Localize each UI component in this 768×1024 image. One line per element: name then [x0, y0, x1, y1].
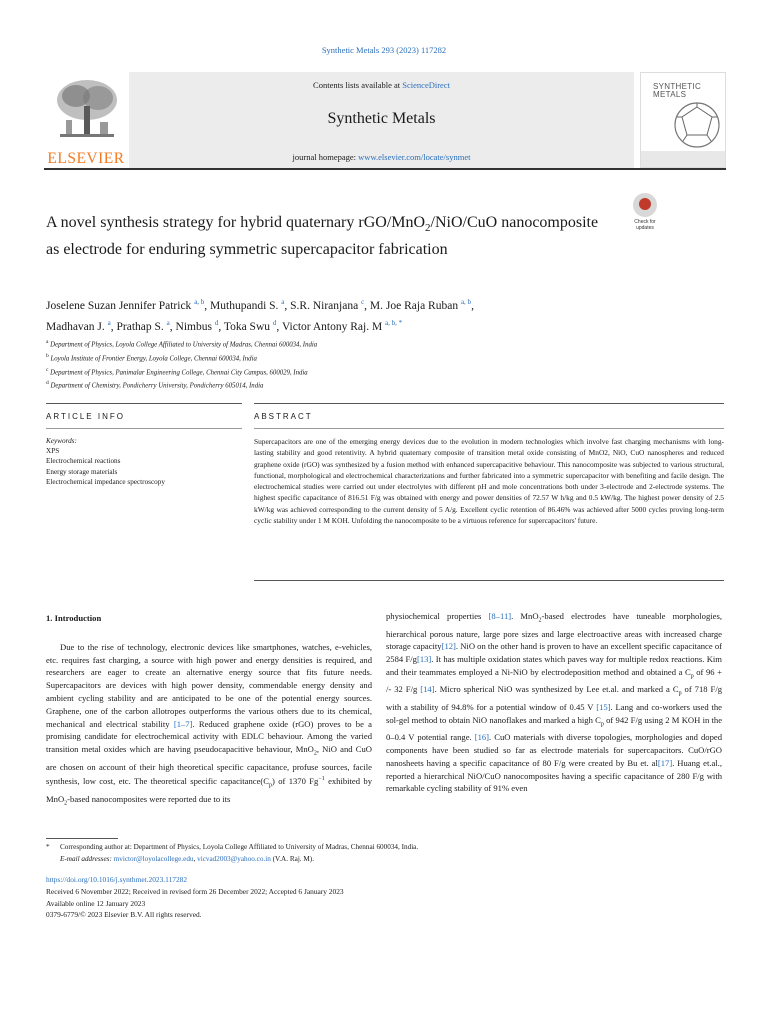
article-history	[46, 874, 706, 921]
author[interactable]: Toka Swu $^d$	[223, 318, 277, 333]
author[interactable]: Victor Antony Raj. M $^{a, b, *}$	[281, 318, 403, 333]
doi-link[interactable]: https://doi.org/10.1016/j.synthmet.2023.117282	[46, 875, 188, 884]
keyword-item: Electrochemical impedance spectroscopy	[46, 477, 165, 486]
article-info-heading: ARTICLE INFO	[46, 412, 125, 421]
divider	[46, 403, 242, 404]
author-list: Joselene Suzan Jennifer Patrick $^{a, b}$, Muthupandi S. $^a$, S.R. Niranjana $^c$, M. Joe Raja Ruban $^{a, b}$, Madhavan J. $^a$, Prathap S. $^a$, Nimbus $^d$, Toka Swu $^d$, Victor Antony Raj. M $^{a, b, *}$	[46, 298, 474, 333]
copyright: 0379-6779/© 2023 Elsevier B.V. All rights reserved.	[46, 910, 202, 920]
elsevier-tree-icon	[54, 76, 120, 140]
divider	[254, 403, 724, 404]
journal-title: Synthetic Metals	[327, 110, 436, 127]
check-for-updates-button[interactable]	[627, 191, 663, 235]
affiliations	[46, 337, 706, 392]
author[interactable]: Prathap S. $^a$	[116, 318, 170, 333]
author[interactable]: M. Joe Raja Ruban $^{a, b}$	[369, 298, 472, 312]
online-date: Available online 12 January 2023	[46, 898, 146, 908]
citation-link[interactable]: [1–7]	[173, 718, 193, 729]
affiliation-item: $^b$ Loyola Institute of Frontier Energy, Loyola College, Chennai 600034, India	[46, 352, 257, 363]
keywords-label: Keywords:	[46, 437, 77, 445]
publisher-name: ELSEVIER	[47, 150, 125, 167]
homepage-link[interactable]: www.elsevier.com/locate/synmet	[358, 152, 471, 162]
intro-paragraph: physiochemical properties [8–11]. MnO$_2$-based electrodes have tuneable morphologies, hierarchical porous nature, large pore sizes and large electroactive areas with increased charge storage capacity[12]. NiO on the other hand is proven to have an excellent specific capacitance of 2584 F/g[13]. It has multiple oxidation states which paves way for multiple redox reactions. Kim and their teammates employed a Ni-NiO by electrodeposition method and obtained a $C_p$ of 96 + /- 32 F/g [14]. Micro spherical NiO was synthesized by Lee et.al. and marked a $C_p$ of 718 F/g with a stability of 94.8% for a potential window of 0.45 V [15]. Lang and co-workers used the sol-gel method to obtain NiO nanoflakes and marked a high $C_p$ of 942 F/g using 2 M KOH in the 0–0.4 V potential range. [16]. CuO materials with diverse topologies, morphologies and doped components have been studied so far as electrode materials for supercapacitors. CuO/rGO nanosheets having a specific capacitance of 80 F/g were created by Bu et. al[17]. Huang et.al., reported a hierarchical NiO/CuO nanocomposites having a specific capacitance of 280 F/g with remarkable cycling stability of 91% even	[386, 611, 723, 794]
affiliation-item: $^c$ Department of Physics, Panimalar Engineering College, Chennai City Campus, 600029, India	[46, 366, 308, 376]
email-line: E-mail addresses: mvictor@loyolacollege.edu, vicvad2003@yahoo.co.in (V.A. Raj. M).	[60, 854, 314, 863]
intro-right-column	[386, 610, 722, 795]
contents-line	[129, 80, 634, 90]
divider	[254, 580, 724, 581]
citation-link[interactable]: [8–11]	[488, 611, 512, 621]
keyword-item: Electrochemical reactions	[46, 457, 121, 466]
citation-link[interactable]: [12]	[441, 641, 456, 652]
cover-band	[641, 151, 725, 167]
citation-link[interactable]: [17]	[657, 757, 673, 768]
divider	[254, 428, 724, 429]
email-link[interactable]: mvictor@loyolacollege.edu	[113, 854, 194, 863]
author[interactable]: Joselene Suzan Jennifer Patrick $^{a, b}$	[46, 298, 205, 312]
check-updates-label: Check for updates	[634, 219, 656, 231]
affiliation-item: $^a$ Department of Physics, Loyola College Affiliated to University of Madras, Chennai 600034, India	[46, 339, 318, 349]
homepage-line	[129, 152, 634, 162]
author[interactable]: Muthupandi S. $^a$	[210, 298, 285, 312]
elsevier-logo[interactable]	[44, 72, 124, 168]
corresponding-line: * Corresponding author at: Department of Physics, Loyola College Affiliated to University of Madras, Chennai 600034, India.	[46, 843, 419, 851]
author[interactable]: Nimbus $^d$	[175, 318, 219, 333]
abstract-heading: ABSTRACT	[254, 412, 313, 421]
homepage-prefix: journal homepage:	[292, 152, 357, 162]
journal-cover-thumbnail[interactable]	[640, 72, 726, 168]
author[interactable]: Madhavan J. $^a$	[46, 318, 111, 333]
keywords-block	[46, 436, 246, 487]
citation-link[interactable]: [14]	[420, 684, 435, 695]
keyword-item: XPS	[46, 447, 60, 456]
check-updates-icon	[633, 193, 657, 217]
citation-link[interactable]: [16]	[474, 732, 490, 743]
corresponding-author-footnote	[46, 842, 706, 865]
intro-left-column	[46, 612, 372, 810]
citation-link[interactable]: [15]	[596, 701, 611, 712]
journal-banner	[129, 72, 634, 168]
author[interactable]: S.R. Niranjana $^c$	[290, 298, 365, 312]
divider	[46, 428, 242, 429]
intro-paragraph: Due to the rise of technology, electronic devices like smartphones, watches, e-vehicles, etc. requires fast charging, a source with high power and energy densities is required, and researchers are eager to create an alternative energy source that fits future needs. Supercapacitors are devices with high power density, commendable energy density and ambient cycling stability and are anticipated to be one of the potential energy sources. Graphene, one of the carbon allotropes outperforms the various others due to its chemical, mechanical and electrical stability [1–7]. Reduced graphene oxide (rGO) proves to be a promising candidate for electrochemical activity with EDLC behaviour. Among the varied transition metal oxides which are having pseudocapacitive behaviour, MnO$_2$, NiO and CuO are chosen on account of their high theoretical specific capacitance, profuse sources, facile synthesis, low cost, etc. The theoretical specific $capacitance(C_p)$ of 1370 $Fg^{-1}$ exhibited by MnO$_2$-based nanocomposites were reported due to its	[46, 641, 372, 807]
contents-prefix: Contents lists available at	[313, 80, 401, 90]
section-heading: 1. Introduction	[46, 613, 102, 623]
sciencedirect-link[interactable]: ScienceDirect	[402, 80, 450, 90]
keyword-item: Energy storage materials	[46, 467, 118, 476]
cover-title: SYNTHETIC METALS	[653, 82, 702, 99]
citation-link[interactable]: [13]	[416, 654, 432, 665]
abstract-text: Supercapacitors are one of the emerging energy devices due to the evolution in modern technologies which involve fast charging mechanisms with long-lasting stability and good retentivity. A hybrid quaternary composite of transition metal oxide consisting of MnO2, NiO, CuO nanospheres and reduced graphene oxide (rGO) was synthesized by a fusion method with enhanced supercapacitive behaviour. This nanocomposite was subjected to various structural, functional, morphological and electrochemical characterizations and further fabricated into a symmetric supercapacitor with benefiting and facile design. The electrochemical studies were carried out under electrolytes with different pH and mole concentrations both under 3-electrode and 2-electrode systems. The highest specific capacitance of 816.51 F/g was obtained with energy and power densities of 72.57 W h/kg and 0.5 kW/kg. The highest power density of 2.5 kW/kg was achieved corresponding to the current density of 5 A/g. Excellent cyclic retention of 86.46% was achieved after 5000 cycles proving long-term cyclic stability under 1 M KOH. Unfolding the nanocomposite to be a virtuous reference for supercapacitors' future.	[254, 437, 724, 526]
journal-reference-link[interactable]: Synthetic Metals 293 (2023) 117282	[321, 45, 447, 55]
email-link[interactable]: vicvad2003@yahoo.co.in	[197, 854, 271, 863]
affiliation-item: $^d$ Department of Chemistry, Pondicherry University, Pondicherry 605014, India	[46, 380, 264, 390]
footnote-divider	[46, 838, 118, 839]
journal-header	[44, 72, 726, 170]
article-title: A novel synthesis strategy for hybrid quaternary rGO/MnO$_2$/NiO/CuO nanocomposite as electrode for enduring symmetric supercapacitor fabrication	[46, 214, 599, 259]
received-dates: Received 6 November 2022; Received in revised form 26 December 2022; Accepted 6 January 2023	[46, 886, 344, 896]
